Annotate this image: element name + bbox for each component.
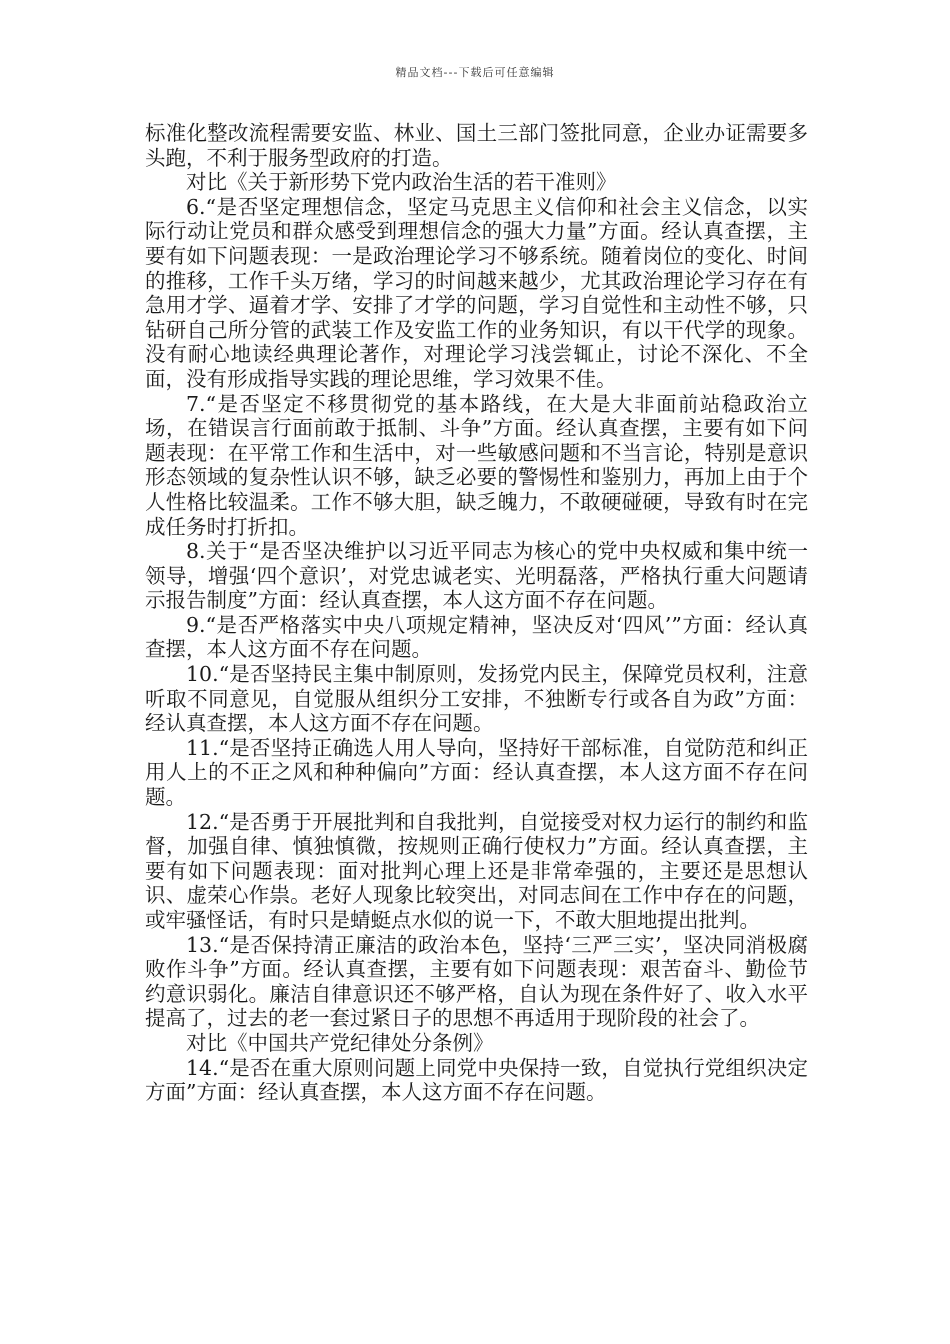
paragraph-item-11: 11.“是否坚持正确选人用人导向，坚持好干部标准，自觉防范和纠正用人上的不正之风和种种偏向”方面：经认真查摆，本人这方面不存在问题。: [145, 735, 808, 810]
section-heading-discipline: 对比《中国共产党纪律处分条例》: [186, 1030, 494, 1055]
paragraph-item-13: 13.“是否保持清正廉洁的政治本色，坚持‘三严三实’，坚决同消极腐败作斗争”方面。经认真查摆，主要有如下问题表现：艰苦奋斗、勤俭节约意识弱化。廉洁自律意识还不够严格，自认为现在条件好了、收入水平提高了，过去的老一套过紧日子的思想不再适用于现阶段的社会了。: [145, 932, 808, 1031]
paragraph-item-7: 7.“是否坚定不移贯彻党的基本路线，在大是大非面前站稳政治立场，在错误言行面前敢于抵制、斗争”方面。经认真查摆，主要有如下问题表现：在平常工作和生活中，对一些敏感问题和不当言论，特别是意识形态领域的复杂性认识不够，缺乏必要的警惕性和鉴别力，再加上由于个人性格比较温柔。工作不够大胆，缺乏魄力，不敢硬碰硬，导致有时在完成任务时打折扣。: [145, 391, 808, 539]
document-body: [145, 121, 808, 1105]
paragraph-item-6: 6.“是否坚定理想信念，坚定马克思主义信仰和社会主义信念，以实际行动让党员和群众感受到理想信念的强大力量”方面。经认真查摆，主要有如下问题表现：一是政治理论学习不够系统。随着岗位的变化、时间的推移，工作千头万绪，学习的时间越来越少，尤其政治理论学习存在有急用才学、逼着才学、安排了才学的问题，学习自觉性和主动性不够，只钻研自己所分管的武装工作及安监工作的业务知识，有以干代学的现象。没有耐心地读经典理论著作，对理论学习浅尝辄止，讨论不深化、不全面，没有形成指导实践的理论思维，学习效果不佳。: [145, 194, 808, 391]
paragraph-item-10: 10.“是否坚持民主集中制原则，发扬党内民主，保障党员权利，注意听取不同意见，自觉服从组织分工安排，不独断专行或各自为政”方面：经认真查摆，本人这方面不存在问题。: [145, 662, 808, 736]
paragraph-item-12: 12.“是否勇于开展批判和自我批判，自觉接受对权力运行的制约和监督，加强自律、慎独慎微，按规则正确行使权力”方面。经认真查摆，主要有如下问题表现：面对批判心理上还是非常牵强的，主要还是思想认识、虚荣心作祟。老好人现象比较突出，对同志间在工作中存在的问题，或牢骚怪话，有时只是蜻蜓点水似的说一下，不敢大胆地提出批判。: [145, 809, 808, 932]
paragraph-item-9: 9.“是否严格落实中央八项规定精神，坚决反对‘四风’”方面：经认真查摆，本人这方面不存在问题。: [145, 612, 808, 662]
paragraph-continuation: 标准化整改流程需要安监、林业、国土三部门签批同意，企业办证需要多头跑，不利于服务型政府的打造。: [145, 121, 808, 170]
section-heading-guidelines: 对比《关于新形势下党内政治生活的若干准则》: [186, 170, 617, 195]
page-header: 精品文档---下载后可任意编辑: [395, 66, 555, 79]
paragraph-item-8: 8.关于“是否坚决维护以习近平同志为核心的党中央权威和集中统一领导，增强‘四个意识’，对党忠诚老实、光明磊落，严格执行重大问题请示报告制度”方面：经认真查摆，本人这方面不存在问题。: [145, 539, 808, 613]
paragraph-item-14: 14.“是否在重大原则问题上同党中央保持一致，自觉执行党组织决定方面”方面：经认真查摆，本人这方面不存在问题。: [145, 1055, 808, 1105]
